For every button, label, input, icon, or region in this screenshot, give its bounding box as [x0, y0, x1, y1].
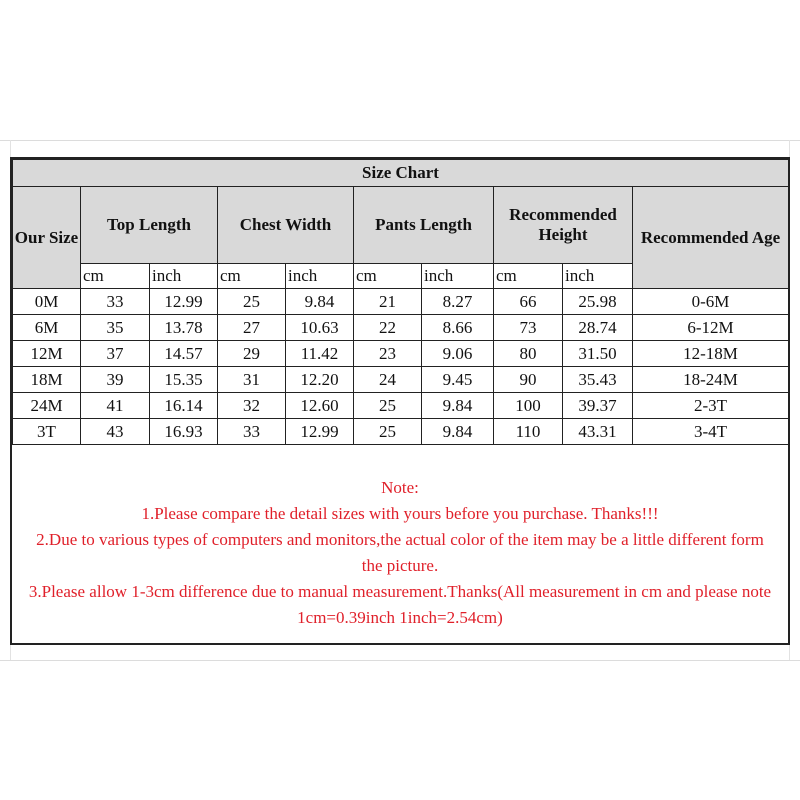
size-chart-table — [12, 159, 789, 445]
header-recommended-height: Recommended Height — [494, 187, 633, 264]
table-row — [13, 315, 789, 341]
table-cell: 25.98 — [563, 289, 633, 315]
table-cell: 35.43 — [563, 367, 633, 393]
table-cell: 41 — [81, 393, 150, 419]
table-cell: 13.78 — [150, 315, 218, 341]
table-cell: 12M — [13, 341, 81, 367]
table-cell: 9.06 — [422, 341, 494, 367]
table-cell: 0M — [13, 289, 81, 315]
table-cell: 11.42 — [286, 341, 354, 367]
table-cell: 2-3T — [633, 393, 789, 419]
unit-cell: cm — [218, 264, 286, 289]
table-cell: 35 — [81, 315, 150, 341]
table-cell: 24M — [13, 393, 81, 419]
table-cell: 22 — [354, 315, 422, 341]
table-cell: 12-18M — [633, 341, 789, 367]
header-our-size: Our Size — [13, 187, 81, 289]
note-line: 1.Please compare the detail sizes with yours before you purchase. Thanks!!! — [141, 504, 659, 523]
size-chart-sheet — [10, 157, 790, 645]
table-cell: 18M — [13, 367, 81, 393]
sheet-gridline-top — [0, 140, 800, 141]
table-cell: 73 — [494, 315, 563, 341]
table-cell: 9.84 — [422, 393, 494, 419]
table-cell: 29 — [218, 341, 286, 367]
table-row — [13, 419, 789, 445]
table-row — [13, 393, 789, 419]
table-cell: 3-4T — [633, 419, 789, 445]
table-cell: 90 — [494, 367, 563, 393]
table-title: Size Chart — [13, 160, 789, 187]
note-line: 3.Please allow 1-3cm difference due to manual measurement.Thanks(All measurement in cm and please note 1cm=0.39inch 1inch=2.54cm) — [28, 582, 772, 627]
table-row — [13, 367, 789, 393]
unit-cell: inch — [422, 264, 494, 289]
table-cell: 25 — [354, 393, 422, 419]
table-cell: 27 — [218, 315, 286, 341]
table-cell: 16.93 — [150, 419, 218, 445]
table-cell: 6-12M — [633, 315, 789, 341]
table-cell: 28.74 — [563, 315, 633, 341]
table-cell: 25 — [354, 419, 422, 445]
header-recommended-age: Recommended Age — [633, 187, 789, 289]
table-cell: 32 — [218, 393, 286, 419]
table-cell: 39.37 — [563, 393, 633, 419]
table-cell: 16.14 — [150, 393, 218, 419]
table-cell: 100 — [494, 393, 563, 419]
note-line: 2.Due to various types of computers and monitors,the actual color of the item may be a little different form the picture. — [36, 530, 764, 575]
table-cell: 110 — [494, 419, 563, 445]
unit-cell: cm — [494, 264, 563, 289]
table-cell: 9.45 — [422, 367, 494, 393]
table-cell: 6M — [13, 315, 81, 341]
table-cell: 15.35 — [150, 367, 218, 393]
table-cell: 9.84 — [422, 419, 494, 445]
table-cell: 8.66 — [422, 315, 494, 341]
table-row — [13, 341, 789, 367]
table-cell: 21 — [354, 289, 422, 315]
table-cell: 9.84 — [286, 289, 354, 315]
unit-cell: inch — [150, 264, 218, 289]
table-cell: 31.50 — [563, 341, 633, 367]
table-cell: 33 — [81, 289, 150, 315]
table-cell: 12.99 — [286, 419, 354, 445]
table-cell: 39 — [81, 367, 150, 393]
table-cell: 43.31 — [563, 419, 633, 445]
table-cell: 8.27 — [422, 289, 494, 315]
table-cell: 31 — [218, 367, 286, 393]
table-cell: 0-6M — [633, 289, 789, 315]
table-cell: 37 — [81, 341, 150, 367]
header-top-length: Top Length — [81, 187, 218, 264]
sheet-gridline-bottom — [0, 660, 800, 661]
table-cell: 25 — [218, 289, 286, 315]
notes-title: Note: — [381, 478, 419, 497]
header-chest-width: Chest Width — [218, 187, 354, 264]
unit-cell: inch — [563, 264, 633, 289]
table-cell: 33 — [218, 419, 286, 445]
unit-cell: cm — [81, 264, 150, 289]
table-row — [13, 289, 789, 315]
unit-cell: inch — [286, 264, 354, 289]
table-cell: 66 — [494, 289, 563, 315]
header-pants-length: Pants Length — [354, 187, 494, 264]
table-cell: 14.57 — [150, 341, 218, 367]
table-cell: 24 — [354, 367, 422, 393]
table-cell: 80 — [494, 341, 563, 367]
table-cell: 12.20 — [286, 367, 354, 393]
table-cell: 12.60 — [286, 393, 354, 419]
table-cell: 43 — [81, 419, 150, 445]
table-cell: 18-24M — [633, 367, 789, 393]
notes-section — [12, 455, 788, 643]
table-cell: 23 — [354, 341, 422, 367]
table-cell: 12.99 — [150, 289, 218, 315]
table-cell: 3T — [13, 419, 81, 445]
table-cell: 10.63 — [286, 315, 354, 341]
unit-cell: cm — [354, 264, 422, 289]
